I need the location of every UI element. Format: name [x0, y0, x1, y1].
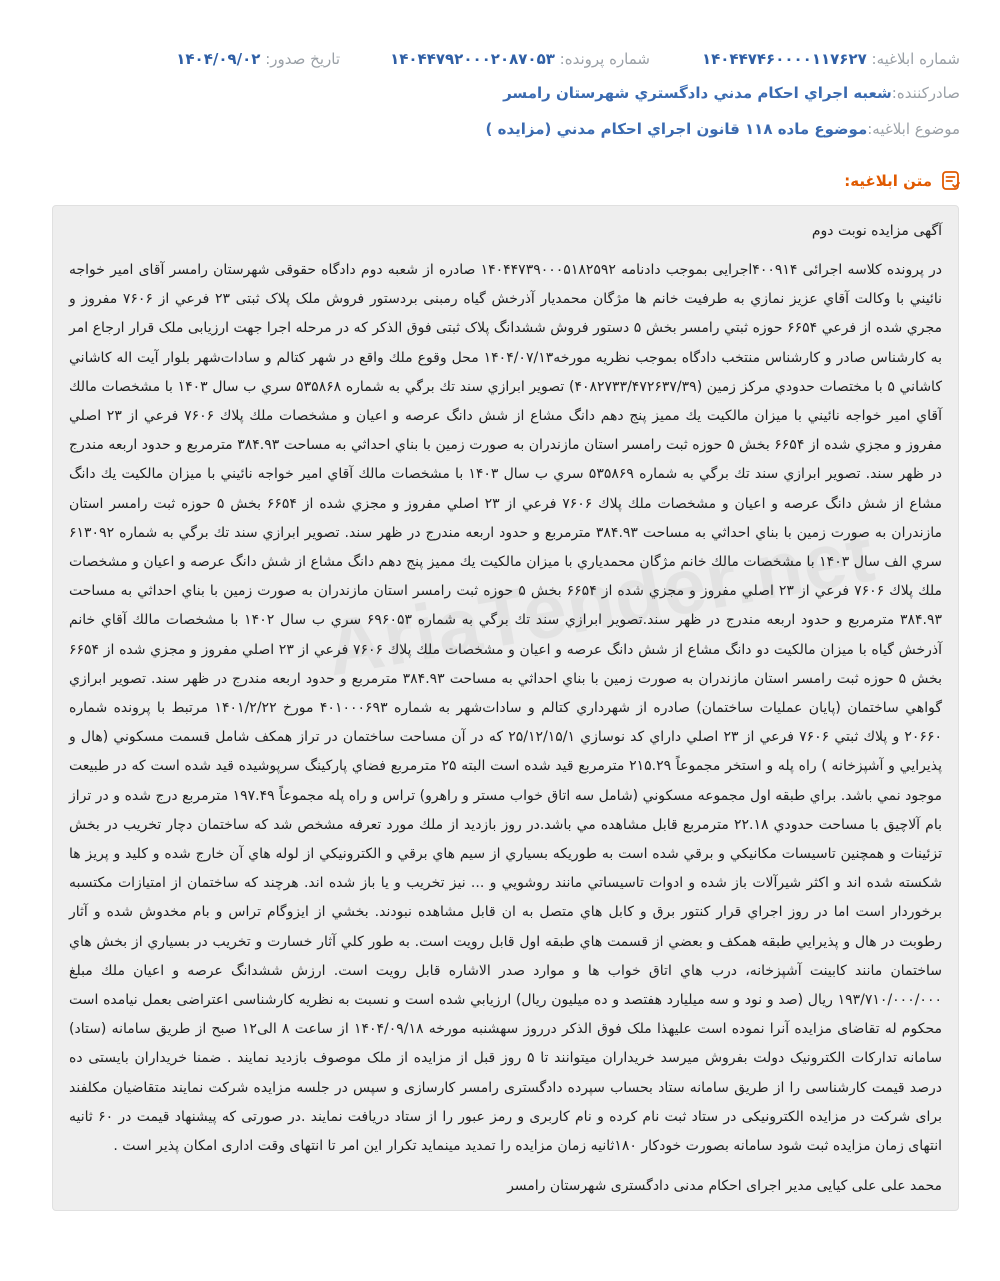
notice-number-value: ۱۴۰۴۴۷۴۶۰۰۰۰۱۱۷۶۲۷: [701, 50, 867, 68]
notice-signature: محمد علی علی کیایی مدیر اجرای احکام مدنی دادگستری شهرستان رامسر: [507, 1178, 942, 1195]
issuer-value: شعبه اجراي احکام مدني دادگستري شهرستان رامسر: [503, 84, 892, 102]
issue-date-label: تاریخ صدور:: [265, 50, 340, 68]
header-meta-row: [0, 48, 1000, 70]
file-number-value: ۱۴۰۴۴۷۹۲۰۰۰۲۰۸۷۰۵۳: [390, 50, 555, 68]
notice-body-box: [52, 205, 959, 1211]
notice-text-title: متن ابلاغیه:: [844, 172, 932, 190]
notice-text-header: [844, 170, 962, 192]
notice-number-field: [702, 50, 960, 68]
file-number-label: شماره پرونده:: [559, 50, 650, 68]
subject-value: موضوع ماده ۱۱۸ قانون اجراي احکام مدني (مزايده ): [485, 120, 868, 138]
issue-date-value: ۱۴۰۴/۰۹/۰۲: [176, 50, 261, 68]
issue-date-field: [176, 50, 340, 68]
issuer-label: صادرکننده:: [891, 84, 960, 102]
notice-number-label: شماره ابلاغیه:: [871, 50, 960, 68]
document-icon: [940, 170, 962, 192]
notice-body-text: در پرونده کلاسه اجرائی ۴۰۰۹۱۴اجرایی بموجب دادنامه ۱۴۰۴۴۷۳۹۰۰۰۵۱۸۲۵۹۲ صادره از شعبه دوم دادگاه حقوقی شهرستان رامسر آقای امیر خواجه نائيني با وكالت آقاي عزيز نمازي به طرفيت خانم ها مژگان محمديار آذرخش گياه رمبنی بردستور فروش ملک پلاک ثبتی ۲۳ فرعي از ۷۶۰۶ مفروز و مجري شده از فرعي ۶۶۵۴ حوزه ثبتي رامسر بخش ۵ دستور فروش ششدانگ پلاک ثبتی فوق الذکر که در مرحله اجرا جهت ارزیابی ملک قرار ارجاع امر به کارشناس صادر و کارشناس منتخب دادگاه بموجب نظریه مورخه۱۴۰۴/۰۷/۱۳ محل وقوع ملك واقع در شهر كتالم و سادات‌شهر بلوار آيت اله كاشاني كاشاني ۵ با مختصات حدودي مركز زمين (۴۰۸۲۷۳۳/۴۷۲۶۳۷/۳۹) تصوير ابرازي سند تك برگي به شماره ۵۳۵۸۶۸ سري ب سال ۱۴۰۳ با مشخصات مالك آقاي امير خواجه نائيني با ميزان مالكيت يك ممیز پنج دهم دانگ مشاع از شش دانگ عرصه و اعيان و مشخصات ملك پلاك ۷۶۰۶ فرعي از ۲۳ اصلي مفروز و مجزي شده از ۶۶۵۴ بخش ۵ حوزه ثبت رامسر استان مازندران به صورت زمين با بناي احداثي به مساحت ۳۸۴.۹۳ مترمربع و حدود اربعه مندرج در ظهر سند. تصوير ابرازي سند تك برگي به شماره ۵۳۵۸۶۹ سري ب سال ۱۴۰۳ با مشخصات مالك آقاي امير خواجه نائيني با ميزان مالكيت يك دانگ مشاع از شش دانگ عرصه و اعيان و مشخصات ملك پلاك ۷۶۰۶ فرعي از ۲۳ اصلي مفروز و مجزي شده از ۶۶۵۴ بخش ۵ حوزه ثبت رامسر استان مازندران به صورت زمين با بناي احداثي به مساحت ۳۸۴.۹۳ مترمربع و حدود اربعه مندرج در ظهر سند. تصوير ابرازي سند تك برگي به شماره ۶۱۳۰۹۲ سري الف سال ۱۴۰۳ با مشخصات مالك خانم مژگان محمدياري با ميزان مالكيت يك ممیز پنج دهم دانگ مشاع از شش دانگ عرصه و اعيان و مشخصات ملك پلاك ۷۶۰۶ فرعي از ۲۳ اصلي مفروز و مجزي شده از ۶۶۵۴ بخش ۵ حوزه ثبت رامسر استان مازندران به صورت زمين با بناي احداثي به مساحت ۳۸۴.۹۳ مترمربع و حدود اربعه مندرج در ظهر سند.تصوير ابرازي سند تك برگي به شماره ۶۹۶۰۵۳ سري ب سال ۱۴۰۲ با مشخصات مالك آقاي خانم آذرخش گياه با ميزان مالكيت دو دانگ مشاع از شش دانگ عرصه و اعيان و مشخصات ملك پلاك ۷۶۰۶ فرعي از ۲۳ اصلي مفروز و مجزي شده از ۶۶۵۴ بخش ۵ حوزه ثبت رامسر استان مازندران به صورت زمين با بناي احداثي به مساحت ۳۸۴.۹۳ مترمربع و حدود اربعه مندرج در ظهر سند. تصوير ابرازي گواهي ساختمان (پايان عمليات ساختمان) صادره از شهرداري كتالم و سادات‌شهر به شماره ۴۰۱۰۰۰۶۹۳ مورخ ۱۴۰۱/۲/۲۲ مرتبط با پرونده شماره ۲۰۶۶۰ و پلاك ثبتي ۷۶۰۶ فرعي از ۲۳ اصلي داراي كد نوسازي ۲۵/۱۲/۱۵/۱ كه در آن مساحت ساختمان در تراز همكف شامل قسمت مسكوني (هال و پذيرايي و آشپزخانه ) راه پله و استخر مجموعاً ۲۱۵.۲۹ مترمربع قيد شده است البته ۲۵ مترمربع فضاي پاركينگ سرپوشيده قيد شده است كه در طبيعت موجود نمي باشد. براي طبقه اول مجموعه مسكوني (شامل سه اتاق خواب مستر و راهرو) تراس و راه پله مجموعاً ۱۹۷.۴۹ مترمربع درج شده و در تراز بام آلاچيق با مساحت حدودي ۲۲.۱۸ مترمربع قابل مشاهده مي باشد.در روز بازديد از ملك مورد تعرفه مشخص شد كه ساختمان دچار تخريب در بخش تزئينات و همچنين تاسيسات مكانيكي و برقي شده است به طوريكه بسياري از سيم هاي برقي و الكترونيكي از لوله هاي آن خارج شده و كليد و پريز ها شكسته شده اند و اكثر شيرآلات باز شده و ادوات تاسيساتي مانند روشويي و ... نيز تخريب و يا باز شده اند. هرچند كه ساختمان از امتيازات مكتسبه برخوردار است اما در روز اجراي قرار كنتور برق و كابل هاي متصل به ان قابل مشاهده نبودند. بخشي از ايزوگام تراس و بام مخدوش شده و آثار رطوبت در هال و پذيرايي طبقه همكف و بعضي از قسمت هاي طبقه اول قابل رويت است. به طور كلي آثار خسارت و تخريب در بسياري از بخش هاي ساختمان مانند كابينت آشپزخانه، درب هاي اتاق خواب ها و موارد صدر الاشاره قابل رويت است. ارزش ششدانگ عرصه و اعيان ملك مبلغ ۱۹۳/۷۱۰/۰۰۰/۰۰۰ ريال (صد و نود و سه ميليارد هفتصد و ده ميليون ريال) ارزيابي شده است و نسبت به نظريه کارشناسی اعتراضی بعمل نیامده است محکوم له تقاضای مزایده آنرا نموده است علیهذا ملک فوق الذکر درروز سهشنبه مورخه ۱۴۰۴/۰۹/۱۸ از ساعت ۸ الی۱۲ صبح از طریق سامانه (ستاد) سامانه تدارکات الکترونیک دولت بفروش میرسد خریداران میتوانند تا ۵ روز قبل از مزایده از ملک موصوف بازدید نمایند . ضمنا خریداران بایستی ده درصد قیمت کارشناسی را از طریق سامانه ستاد بحساب سپرده دادگستری رامسر کارسازی و سپس در جلسه مزایده شرکت نمایند متقاضیان مکلفند برای شرکت در مزایده الکترونیکی در ستاد ثبت نام کرده و نام کاربری و رمز عبور را از ستاد دریافت نمایند .در صورتی که پیشنهاد قیمت در ۶۰ ثانیه انتهای زمان مزایده ثبت شود سامانه بصورت خودکار ۱۸۰ثانیه زمان مزایده را تمدید مینماید تکرار این امر تا انتهای وقت اداری امکان پذیر است .: [69, 262, 943, 1155]
file-number-field: [390, 50, 650, 68]
issuer-row: [0, 84, 960, 102]
subject-row: [0, 120, 960, 138]
subject-label: موضوع ابلاغیه:: [867, 120, 960, 138]
notice-heading: آگهی مزایده نوبت دوم: [811, 223, 942, 239]
